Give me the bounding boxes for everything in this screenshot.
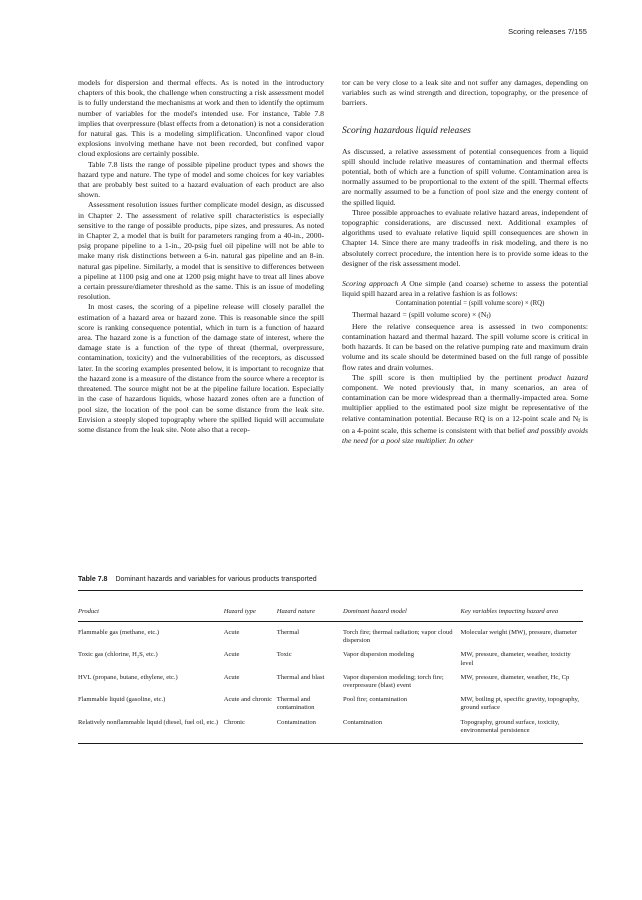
column-header: Key variables impacting hazard area	[460, 607, 559, 615]
body-paragraph: models for dispersion and thermal effects. As is noted in the introductory chapters of this book, the challenge when constructing a risk assessment model is to fully understand the mechanisms at work and then to identify the optimum number of variables for the model's intended use. For instance, Table 7.8 implies that overpressure (blast effects from a detonation) is not a consideration for natural gas. This is a modeling simplification. Unconfined vapor cloud explosions involving methane have not been recorded, but confined vapor cloud explosions are certainly possible.	[78, 78, 324, 159]
body-paragraph: Three possible approaches to evaluate relative hazard areas, independent of topographic considerations, are discussed next. Additional examples of algorithms used to evaluate relative liquid spill consequences are shown in Chapter 14. Since there are many tradeoffs in risk modeling, and there is no absolutely correct procedure, the intention here is to provide some ideas to the designer of the risk assessment model.	[342, 207, 588, 268]
table-header-row	[78, 594, 583, 620]
table-bottom-rule	[78, 743, 583, 744]
table-cell: Topography, ground surface, toxicity, environmental persistence	[460, 718, 560, 734]
table-cell: Thermal and blast	[276, 673, 325, 681]
table-cell: Flammable gas (methane, etc.)	[78, 629, 160, 636]
column-header: Hazard type	[223, 607, 256, 615]
table-cell: Thermal and contamination	[276, 696, 315, 712]
table-cell: Molecular weight (MW), pressure, diameter	[460, 629, 577, 636]
approach-paragraph	[342, 279, 588, 299]
table-cell: MW, pressure, diameter, weather, toxicity level	[460, 651, 571, 667]
table-cell: Acute and chronic	[223, 696, 273, 704]
table-row	[78, 696, 583, 718]
table-cell: Vapor dispersion modeling; torch fire; overpressure (blast) event	[342, 673, 444, 690]
table-row	[78, 620, 583, 651]
body-paragraph: As discussed, a relative assessment of potential consequences from a liquid spill should include relative measures of contamination and thermal effects potential, both of which are a function of spill volume. Contamination area is normally assumed to be proportional to the extent of the spill. Thermal effects are normally assumed to be a function of pool size and the energy content of the spilled liquid.	[342, 146, 588, 207]
hazards-table	[78, 594, 583, 741]
body-paragraph: The spill score is then multiplied by the pertinent product hazard component. We noted previously that, in many scenarios, an area of contamination can be more widespread than a thermally-impacted area. Some multiplier applied to the estimated pool size might be representative of the relative contamination potential. Because RQ is on a 12-point scale and Nf is on a 4-point scale, this scheme is consistent with that belief and possibly avoids the need for a pool size multiplier. In other	[342, 372, 589, 446]
thermal-equation: Thermal hazard = (spill volume score) × (Nf)	[352, 309, 491, 320]
table-cell: Chronic	[223, 718, 245, 726]
column-header: Dominant hazard model	[342, 607, 407, 615]
approach-text: One simple (and coarse) scheme to assess the potential liquid spill hazard area in a relative fashion is as follows:	[342, 279, 588, 299]
left-text-column	[78, 78, 324, 435]
table-cell: Toxic	[276, 651, 292, 659]
table-cell: Contamination	[276, 718, 316, 726]
table-cell: Contamination	[342, 718, 383, 726]
table-row	[78, 651, 583, 673]
table-cell: Vapor dispersion modeling	[342, 651, 415, 659]
table-caption	[78, 576, 317, 583]
table-cell: MW, pressure, diameter, weather, Hc, Cp	[460, 673, 570, 681]
table-row	[78, 674, 583, 696]
right-text-column	[342, 78, 588, 446]
body-paragraph: tor can be very close to a leak site and not suffer any damages, depending on variables such as wind strength and direction, topography, or the presence of barriers.	[342, 78, 588, 108]
table-cell: Acute	[223, 629, 240, 636]
table-caption-text: Dominant hazards and variables for various products transported	[115, 576, 317, 583]
table-row	[78, 719, 583, 741]
table-header-rule	[78, 621, 583, 622]
column-header: Product	[78, 607, 99, 615]
table-top-rule	[78, 590, 583, 591]
body-paragraph: In most cases, the scoring of a pipeline release will closely parallel the estimation of a hazard area or hazard zone. This is reasonable since the spill score is ranking consequence potential, which in turn is a function of hazard area. The hazard zone is a function of the damage state of interest, where the damage state is a function of the type of threat (thermal, overpressure, contamination, toxicity) and the vulnerabilities of the receptors, as discussed later. In the scoring examples presented below, it is important to recognize that the hazard zone is a measure of the distance from the source where a receptor is threatened. The source might not be at the pipeline failure location. Especially in the case of hazardous liquids, whose hazard zones often are a function of pool size, the location of the pool can be some distance from the leak site. Envision a steeply sloped topography where the spilled liquid will accumulate some distance from the leak site. Note also that a recep-	[78, 302, 324, 434]
table-cell: Relatively nonflammable liquid (diesel, fuel oil, etc.)	[78, 718, 219, 726]
body-paragraph: Table 7.8 lists the range of possible pipeline product types and shows the hazard type and nature. The type of model and some choices for key variables that are probably best suited to a hazard evaluation of each product are also shown.	[78, 159, 324, 200]
table-cell: HVL (propane, butane, ethylene, etc.)	[78, 673, 178, 681]
table-cell: Torch fire; thermal radiation; vapor cloud dispersion	[342, 629, 453, 645]
body-paragraph: Assessment resolution issues further complicate model design, as discussed in Chapter 2. The assessment of relative spill characteristics is especially sensitive to the range of possible products, pipe sizes, and pressures. As noted in Chapter 2, a model that is built for parameters ranging from a 40-in., 2000-psig propane pipeline to a 1-in., 20-psig fuel oil pipeline will not be able to make many risk distinctions between a 6-in. natural gas pipeline and an 8-in. natural gas pipeline. Similarly, a model that is sensitive to differences between a pipeline at 1100 psig and one at 1200 psig might have to treat all lines above a certain pressure/diameter threshold as the same. This is an issue of modeling resolution.	[78, 200, 324, 302]
body-paragraph: Here the relative consequence area is assessed in two components: contamination hazard and thermal hazard. The spill volume score is critical in both hazards. It can be based on the relative pumping rate and maximum drain volume and its scale should be determined based on the full range of possible flow rates and drain volumes.	[342, 321, 588, 372]
column-header: Hazard nature	[276, 607, 315, 615]
approach-label: Scoring approach A	[342, 279, 407, 289]
table-cell: MW, boiling pt, specific gravity, topography, ground surface	[460, 696, 580, 712]
contamination-formula: Contamination potential = (spill volume score) × (RQ)	[395, 300, 545, 308]
section-heading: Scoring hazardous liquid releases	[342, 125, 471, 136]
table-cell: Pool fire; contamination	[342, 696, 408, 704]
table-cell: Thermal	[276, 629, 300, 636]
table-cell: Flammable liquid (gasoline, etc.)	[78, 696, 166, 704]
table-label: Table 7.8	[78, 576, 108, 583]
table-cell: Toxic gas (chlorine, H₂S, etc.)	[78, 651, 158, 659]
table-cell: Acute	[223, 673, 240, 681]
table-cell: Acute	[223, 651, 240, 659]
running-header: Scoring releases 7/155	[508, 27, 587, 36]
